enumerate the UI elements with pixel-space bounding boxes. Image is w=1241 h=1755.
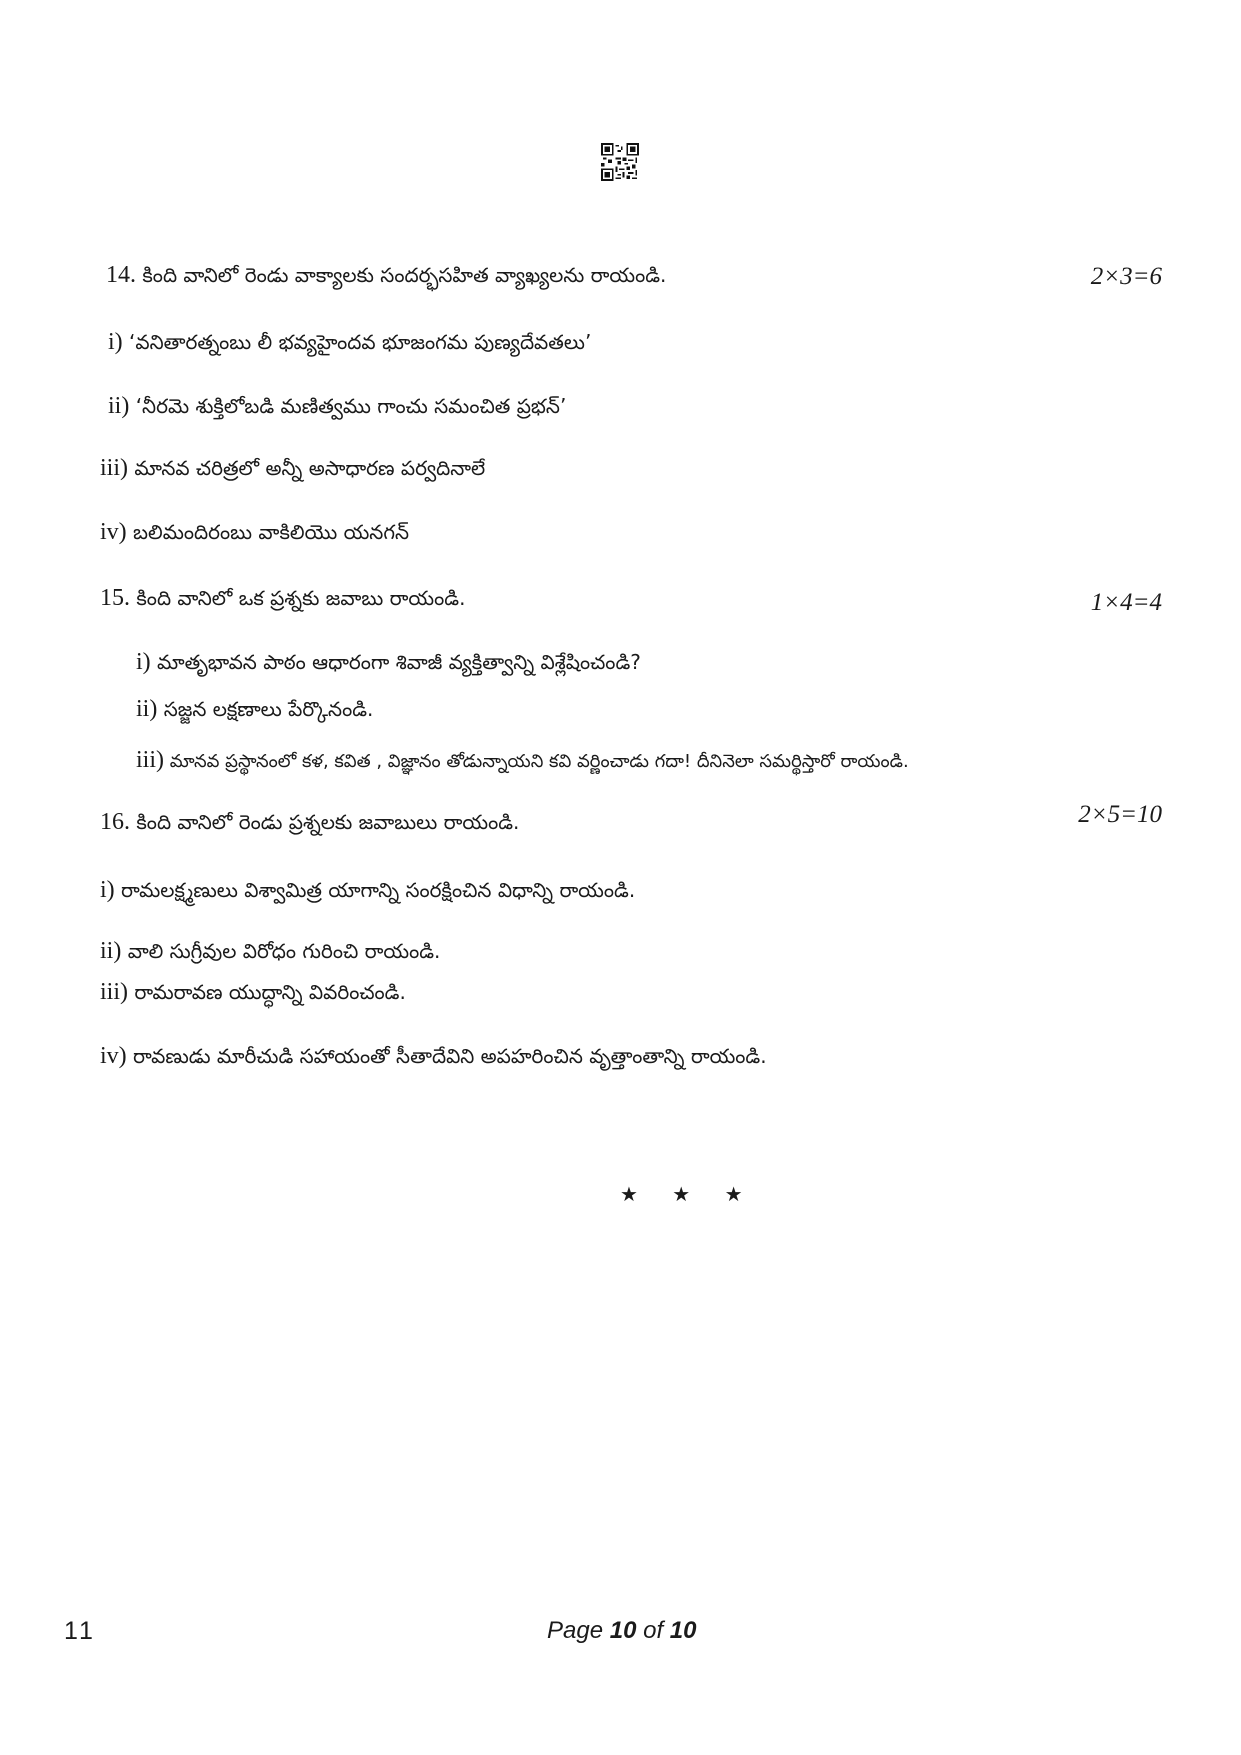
item-label: ii): [136, 696, 158, 722]
question-16: [100, 808, 519, 836]
page-of: of: [636, 1617, 670, 1644]
item-label: i): [136, 649, 151, 675]
end-marker-stars: ★ ★ ★: [620, 1182, 757, 1206]
q14-item-2: [108, 392, 566, 420]
item-label: iii): [100, 979, 128, 1005]
item-text: మానవ ప్రస్థానంలో కళ, కవిత , విజ్ఞానం తోడున్నాయని కవి వర్ణించాడు గదా! దీనినెలా సమర్థిస్తారో రాయండి.: [169, 751, 909, 772]
marks-q14: 2×3=6: [1090, 263, 1162, 290]
marks-q15: 1×4=4: [1090, 589, 1162, 616]
question-number: 15.: [100, 585, 130, 611]
item-label: iv): [100, 519, 127, 545]
page-number: [547, 1617, 696, 1645]
q15-item-2: [136, 695, 373, 723]
question-14: [106, 261, 666, 289]
page-total: 10: [669, 1617, 697, 1644]
q14-item-3: [100, 454, 485, 482]
item-text: రామరావణ యుద్ధాన్ని వివరించండి.: [134, 980, 406, 1004]
subject-code: 11: [64, 1617, 96, 1645]
page-current: 10: [609, 1617, 637, 1644]
item-label: iii): [100, 455, 128, 481]
marks-q16: 2×5=10: [1078, 801, 1162, 828]
q16-item-3: [100, 978, 406, 1006]
q14-item-4: [100, 518, 409, 546]
item-label: iv): [100, 1043, 127, 1069]
question-number: 16.: [100, 809, 130, 835]
question-text: కింది వానిలో ఒక ప్రశ్నకు జవాబు రాయండి.: [136, 586, 466, 610]
item-text: మానవ చరిత్రలో అన్నీ అసాధారణ పర్వదినాలే: [134, 456, 486, 480]
q16-item-1: [100, 876, 635, 904]
q15-item-3: [136, 746, 909, 776]
q14-item-1: [108, 328, 591, 356]
item-text: బలిమందిరంబు వాకిలియొ యనగన్: [133, 520, 410, 544]
q16-item-2: [100, 937, 440, 965]
qr-code: [601, 143, 639, 181]
item-label: i): [100, 877, 115, 903]
page-prefix: Page: [547, 1617, 610, 1644]
item-text: ‘నీరమె శుక్తిలోబడి మణిత్వము గాంచు సమంచిత ప్రభన్’: [135, 394, 567, 418]
item-text: రామలక్ష్మణులు విశ్వామిత్ర యాగాన్ని సంరక్షించిన విధాన్ని రాయండి.: [121, 878, 636, 902]
q16-item-4: [100, 1042, 767, 1070]
question-15: [100, 584, 465, 612]
item-text: వాలి సుగ్రీవుల విరోధం గురించి రాయండి.: [127, 939, 441, 963]
question-text: కింది వానిలో రెండు ప్రశ్నలకు జవాబులు రాయండి.: [136, 810, 520, 834]
item-label: ii): [100, 938, 122, 964]
q15-item-1: [136, 648, 641, 676]
item-label: ii): [108, 393, 130, 419]
item-text: మాతృభావన పాఠం ఆధారంగా శివాజీ వ్యక్తిత్వాన్ని విశ్లేషించండి?: [157, 650, 641, 674]
item-label: i): [108, 329, 123, 355]
question-number: 14.: [106, 262, 136, 288]
item-text: సజ్జన లక్షణాలు పేర్కొనండి.: [163, 697, 374, 721]
question-text: కింది వానిలో రెండు వాక్యాలకు సందర్భసహిత వ్యాఖ్యలను రాయండి.: [142, 263, 667, 287]
item-text: ‘వనితారత్నంబు లీ భవ్యహైందవ భూజంగమ పుణ్యదేవతలు’: [129, 330, 592, 354]
item-label: iii): [136, 747, 164, 773]
item-text: రావణుడు మారీచుడి సహాయంతో సీతాదేవిని అపహరించిన వృత్తాంతాన్ని రాయండి.: [133, 1044, 767, 1068]
